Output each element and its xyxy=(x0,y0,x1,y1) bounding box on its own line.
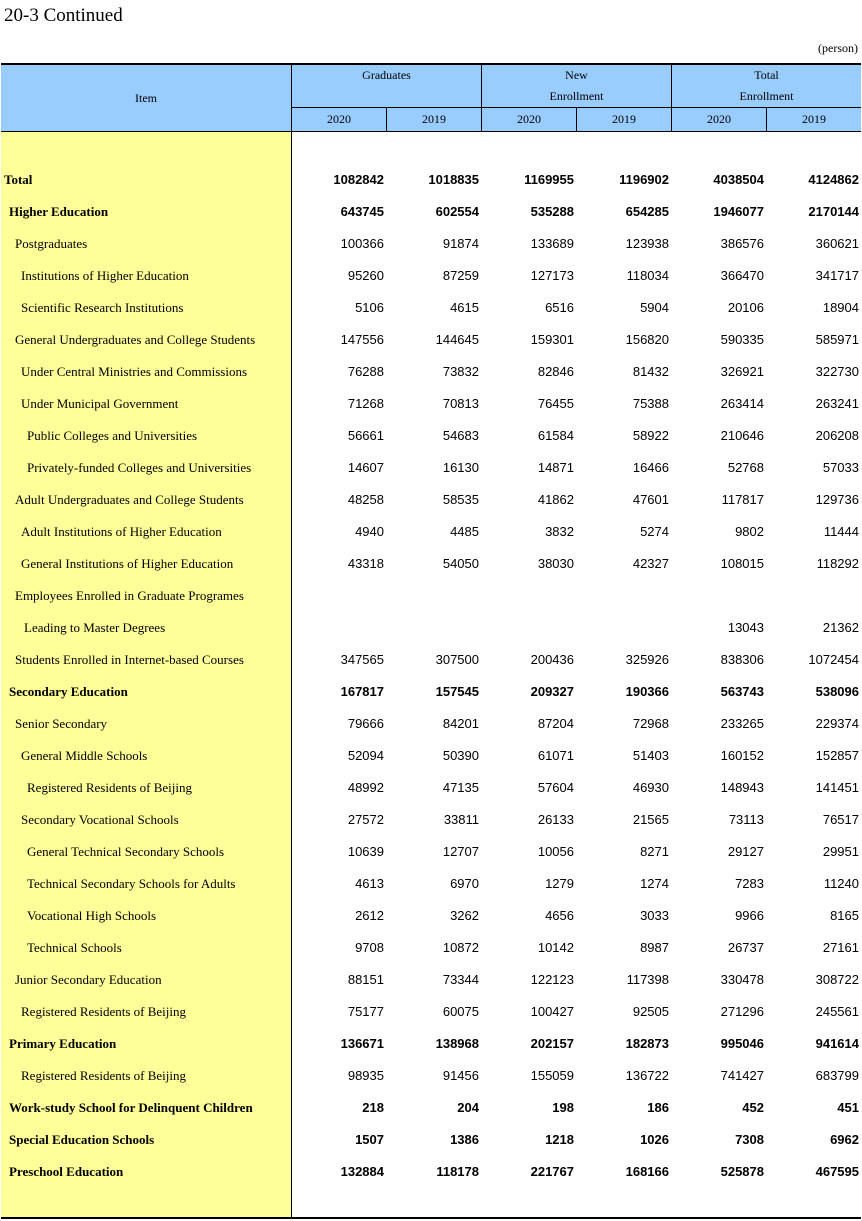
table-row xyxy=(1,548,861,580)
row-value: 100366 xyxy=(340,236,384,251)
row-value: 136722 xyxy=(625,1068,669,1083)
row-label: General Technical Secondary Schools xyxy=(27,844,225,859)
row-value: 325926 xyxy=(625,652,669,667)
table-row xyxy=(1,804,861,836)
row-value: 16466 xyxy=(632,460,669,475)
row-label: Employees Enrolled in Graduate Programes xyxy=(15,588,244,603)
row-value: 138968 xyxy=(435,1036,479,1051)
row-value: 16130 xyxy=(442,460,479,475)
row-value: 347565 xyxy=(340,652,384,667)
row-value: 3033 xyxy=(640,908,669,923)
row-label: Adult Institutions of Higher Education xyxy=(21,524,222,539)
row-value: 7283 xyxy=(735,876,764,891)
row-label: Higher Education xyxy=(9,204,109,219)
row-value: 75388 xyxy=(632,396,669,411)
row-label: Under Central Ministries and Commissions xyxy=(21,364,248,379)
row-label: Senior Secondary xyxy=(15,716,108,731)
unit-label: (person) xyxy=(818,41,858,55)
header-new-enrollment: New xyxy=(565,68,588,82)
row-value: 307500 xyxy=(435,652,479,667)
row-value: 5106 xyxy=(355,300,384,315)
row-label: Preschool Education xyxy=(9,1164,124,1179)
row-value: 57604 xyxy=(537,780,574,795)
row-value: 4940 xyxy=(355,524,384,539)
row-value: 29127 xyxy=(727,844,764,859)
row-value: 148943 xyxy=(720,780,764,795)
row-value: 12707 xyxy=(442,844,479,859)
table-row xyxy=(1,1156,861,1188)
row-value: 87204 xyxy=(537,716,574,731)
row-value: 26133 xyxy=(537,812,574,827)
row-value: 8271 xyxy=(640,844,669,859)
row-value: 52094 xyxy=(347,748,384,763)
row-value: 9708 xyxy=(355,940,384,955)
table-row xyxy=(1,1060,861,1092)
row-value: 7308 xyxy=(735,1132,764,1147)
row-value: 11240 xyxy=(823,876,859,891)
row-value: 322730 xyxy=(815,364,859,379)
row-label: Students Enrolled in Internet-based Courses xyxy=(15,652,244,667)
row-value: 91874 xyxy=(442,236,479,251)
row-value: 118178 xyxy=(436,1164,479,1179)
row-value: 27161 xyxy=(822,940,859,955)
row-value: 1274 xyxy=(640,876,669,891)
table-row xyxy=(1,836,861,868)
row-value: 535288 xyxy=(530,204,574,219)
row-value: 4615 xyxy=(450,300,479,315)
row-value: 602554 xyxy=(435,204,479,219)
table-row xyxy=(1,868,861,900)
row-value: 2170144 xyxy=(808,204,859,219)
row-value: 1196902 xyxy=(619,172,669,187)
row-value: 2612 xyxy=(355,908,384,923)
row-value: 70813 xyxy=(442,396,479,411)
row-value: 683799 xyxy=(815,1068,859,1083)
row-value: 21565 xyxy=(632,812,669,827)
row-value: 9966 xyxy=(735,908,764,923)
row-value: 452 xyxy=(742,1100,764,1115)
row-value: 52768 xyxy=(727,460,764,475)
header-year: 2019 xyxy=(612,112,636,126)
row-label: Work-study School for Delinquent Children xyxy=(9,1100,253,1115)
header-graduates: Graduates xyxy=(362,68,411,82)
row-value: 14607 xyxy=(347,460,384,475)
statistics-table xyxy=(1,63,861,1219)
row-value: 33811 xyxy=(443,812,479,827)
row-value: 9802 xyxy=(735,524,764,539)
table-row xyxy=(1,964,861,996)
header-item: Item xyxy=(135,91,157,105)
row-value: 4613 xyxy=(355,876,384,891)
header-year: 2020 xyxy=(707,112,731,126)
table-row xyxy=(1,932,861,964)
row-value: 141451 xyxy=(815,780,859,795)
row-value: 3262 xyxy=(450,908,479,923)
table-row xyxy=(1,1124,861,1156)
table-row xyxy=(1,612,861,644)
row-value: 6962 xyxy=(830,1132,859,1147)
row-value: 4485 xyxy=(450,524,479,539)
row-value: 10639 xyxy=(347,844,384,859)
table-row xyxy=(1,676,861,708)
row-value: 136671 xyxy=(340,1036,384,1051)
row-value: 330478 xyxy=(720,972,764,987)
row-label: Total xyxy=(4,172,33,187)
row-value: 98935 xyxy=(347,1068,384,1083)
header-year: 2020 xyxy=(517,112,541,126)
row-value: 92505 xyxy=(632,1004,669,1019)
row-value: 73113 xyxy=(728,812,764,827)
row-label: Postgraduates xyxy=(15,236,88,251)
row-value: 8165 xyxy=(830,908,859,923)
row-value: 386576 xyxy=(720,236,764,251)
row-value: 563743 xyxy=(720,684,764,699)
row-label: Secondary Vocational Schools xyxy=(21,812,179,827)
row-label: Adult Undergraduates and College Students xyxy=(15,492,244,507)
row-value: 198 xyxy=(552,1100,574,1115)
row-value: 202157 xyxy=(530,1036,574,1051)
row-value: 76455 xyxy=(537,396,574,411)
row-value: 76517 xyxy=(822,812,859,827)
row-value: 88151 xyxy=(347,972,384,987)
row-value: 20106 xyxy=(727,300,764,315)
table-row xyxy=(1,292,861,324)
row-label: Technical Secondary Schools for Adults xyxy=(27,876,236,891)
row-value: 26737 xyxy=(727,940,764,955)
row-value: 72968 xyxy=(632,716,669,731)
row-value: 1946077 xyxy=(713,204,764,219)
row-value: 75177 xyxy=(347,1004,384,1019)
row-value: 50390 xyxy=(442,748,479,763)
row-value: 206208 xyxy=(815,428,859,443)
row-value: 84201 xyxy=(442,716,479,731)
row-value: 54050 xyxy=(442,556,479,571)
row-value: 6516 xyxy=(545,300,574,315)
row-value: 1218 xyxy=(545,1132,574,1147)
row-value: 41862 xyxy=(537,492,574,507)
row-value: 1507 xyxy=(355,1132,384,1147)
row-value: 160152 xyxy=(720,748,764,763)
table-row xyxy=(1,228,861,260)
row-value: 54683 xyxy=(442,428,479,443)
header-year: 2019 xyxy=(802,112,826,126)
table-row xyxy=(1,580,861,612)
row-value: 995046 xyxy=(720,1036,764,1051)
row-value: 79666 xyxy=(347,716,384,731)
row-value: 4656 xyxy=(545,908,574,923)
row-value: 3832 xyxy=(545,524,574,539)
row-value: 157545 xyxy=(435,684,479,699)
row-value: 190366 xyxy=(625,684,669,699)
row-value: 218 xyxy=(362,1100,384,1115)
row-label: Registered Residents of Beijing xyxy=(27,780,193,795)
row-value: 76288 xyxy=(347,364,384,379)
table-title: 20-3 Continued xyxy=(4,5,123,26)
row-value: 87259 xyxy=(442,268,479,283)
row-value: 741427 xyxy=(720,1068,764,1083)
row-value: 58535 xyxy=(442,492,479,507)
row-label: Registered Residents of Beijing xyxy=(21,1004,187,1019)
row-value: 1386 xyxy=(450,1132,479,1147)
row-value: 144645 xyxy=(435,332,479,347)
table-row xyxy=(1,420,861,452)
row-value: 91456 xyxy=(442,1068,479,1083)
row-value: 13043 xyxy=(727,620,764,635)
row-value: 5904 xyxy=(640,300,669,315)
row-value: 1082842 xyxy=(333,172,384,187)
row-value: 14871 xyxy=(537,460,574,475)
table-row xyxy=(1,996,861,1028)
row-value: 81432 xyxy=(632,364,669,379)
row-value: 60075 xyxy=(442,1004,479,1019)
row-value: 209327 xyxy=(530,684,574,699)
row-value: 133689 xyxy=(530,236,574,251)
row-value: 159301 xyxy=(530,332,574,347)
row-value: 29951 xyxy=(822,844,859,859)
row-value: 10142 xyxy=(537,940,574,955)
row-value: 42327 xyxy=(632,556,669,571)
row-value: 467595 xyxy=(815,1164,859,1179)
row-value: 263241 xyxy=(815,396,859,411)
row-value: 6970 xyxy=(450,876,479,891)
row-value: 538096 xyxy=(815,684,859,699)
row-value: 43318 xyxy=(347,556,384,571)
row-value: 118292 xyxy=(816,556,859,571)
row-value: 1018835 xyxy=(428,172,479,187)
row-value: 271296 xyxy=(720,1004,764,1019)
row-label: Leading to Master Degrees xyxy=(24,620,166,635)
row-value: 56661 xyxy=(347,428,384,443)
row-value: 263414 xyxy=(720,396,764,411)
row-value: 51403 xyxy=(632,748,669,763)
row-label: Institutions of Higher Education xyxy=(21,268,189,283)
row-value: 4038504 xyxy=(713,172,764,187)
row-value: 229374 xyxy=(815,716,859,731)
row-value: 58922 xyxy=(632,428,669,443)
row-value: 108015 xyxy=(720,556,764,571)
table-row xyxy=(1,452,861,484)
row-value: 21362 xyxy=(822,620,859,635)
row-value: 11444 xyxy=(823,524,859,539)
row-value: 221767 xyxy=(530,1164,574,1179)
table-row xyxy=(1,1028,861,1060)
table-row xyxy=(1,772,861,804)
row-value: 204 xyxy=(457,1100,479,1115)
table-row xyxy=(1,164,861,196)
header-year: 2020 xyxy=(327,112,351,126)
row-value: 585971 xyxy=(815,332,859,347)
row-value: 10872 xyxy=(442,940,479,955)
row-label: Under Municipal Government xyxy=(21,396,179,411)
row-value: 366470 xyxy=(720,268,764,283)
row-value: 132884 xyxy=(340,1164,384,1179)
table-row xyxy=(1,324,861,356)
table-row xyxy=(1,708,861,740)
header-total-enrollment-line2: Enrollment xyxy=(739,89,794,103)
row-value: 61584 xyxy=(537,428,574,443)
row-label: Junior Secondary Education xyxy=(15,972,162,987)
table-row xyxy=(1,900,861,932)
row-label: Primary Education xyxy=(9,1036,117,1051)
row-label: Registered Residents of Beijing xyxy=(21,1068,187,1083)
row-value: 71268 xyxy=(347,396,384,411)
row-value: 147556 xyxy=(340,332,384,347)
row-label: Secondary Education xyxy=(9,684,128,699)
row-label: General Institutions of Higher Education xyxy=(21,556,234,571)
table-row xyxy=(1,516,861,548)
row-label: Scientific Research Institutions xyxy=(21,300,184,315)
row-label: Public Colleges and Universities xyxy=(27,428,198,443)
row-value: 73344 xyxy=(442,972,479,987)
row-value: 48992 xyxy=(347,780,384,795)
row-label: General Undergraduates and College Students xyxy=(15,332,256,347)
row-value: 168166 xyxy=(625,1164,669,1179)
row-label: Special Education Schools xyxy=(9,1132,155,1147)
row-value: 118034 xyxy=(626,268,669,283)
row-value: 326921 xyxy=(720,364,764,379)
row-value: 57033 xyxy=(822,460,859,475)
row-value: 27572 xyxy=(347,812,384,827)
row-value: 451 xyxy=(837,1100,859,1115)
row-value: 245561 xyxy=(815,1004,859,1019)
row-value: 48258 xyxy=(347,492,384,507)
row-value: 10056 xyxy=(537,844,574,859)
row-value: 210646 xyxy=(720,428,764,443)
row-value: 5274 xyxy=(640,524,669,539)
row-value: 1072454 xyxy=(808,652,859,667)
table-row xyxy=(1,196,861,228)
row-value: 38030 xyxy=(537,556,574,571)
row-value: 1169955 xyxy=(524,172,574,187)
row-value: 360621 xyxy=(815,236,859,251)
row-value: 61071 xyxy=(537,748,574,763)
table-row xyxy=(1,356,861,388)
row-value: 100427 xyxy=(530,1004,574,1019)
bottom-rule xyxy=(1,1217,861,1219)
row-label: Vocational High Schools xyxy=(27,908,157,923)
row-value: 4124862 xyxy=(808,172,859,187)
row-value: 200436 xyxy=(530,652,574,667)
row-value: 123938 xyxy=(625,236,669,251)
row-value: 117817 xyxy=(721,492,764,507)
header-total-enrollment: Total xyxy=(754,68,779,82)
row-label: Privately-funded Colleges and Universities xyxy=(27,460,252,475)
row-value: 117398 xyxy=(626,972,669,987)
row-value: 156820 xyxy=(625,332,669,347)
row-value: 341717 xyxy=(815,268,859,283)
header-year: 2019 xyxy=(422,112,446,126)
row-value: 46930 xyxy=(632,780,669,795)
row-value: 1279 xyxy=(545,876,574,891)
row-value: 95260 xyxy=(347,268,384,283)
table-row xyxy=(1,388,861,420)
row-value: 82846 xyxy=(537,364,574,379)
table-row xyxy=(1,260,861,292)
row-label: General Middle Schools xyxy=(21,748,148,763)
row-value: 18904 xyxy=(822,300,859,315)
table-row xyxy=(1,484,861,516)
row-value: 643745 xyxy=(340,204,384,219)
row-value: 47135 xyxy=(442,780,479,795)
row-value: 47601 xyxy=(632,492,669,507)
row-value: 525878 xyxy=(720,1164,764,1179)
table-row xyxy=(1,644,861,676)
header-bottom-rule xyxy=(1,131,861,132)
row-value: 941614 xyxy=(815,1036,859,1051)
row-value: 127173 xyxy=(530,268,574,283)
header-new-enrollment-line2: Enrollment xyxy=(549,89,604,103)
row-value: 8987 xyxy=(640,940,669,955)
row-value: 152857 xyxy=(815,748,859,763)
row-value: 308722 xyxy=(815,972,859,987)
row-value: 155059 xyxy=(530,1068,574,1083)
table-row xyxy=(1,1092,861,1124)
row-value: 129736 xyxy=(815,492,859,507)
row-value: 73832 xyxy=(442,364,479,379)
row-value: 654285 xyxy=(625,204,669,219)
row-value: 1026 xyxy=(640,1132,669,1147)
row-value: 167817 xyxy=(340,684,384,699)
row-value: 122123 xyxy=(530,972,574,987)
row-value: 182873 xyxy=(625,1036,669,1051)
row-value: 233265 xyxy=(720,716,764,731)
table-row xyxy=(1,740,861,772)
row-value: 186 xyxy=(647,1100,669,1115)
row-value: 590335 xyxy=(720,332,764,347)
row-label: Technical Schools xyxy=(27,940,122,955)
row-value: 838306 xyxy=(720,652,764,667)
